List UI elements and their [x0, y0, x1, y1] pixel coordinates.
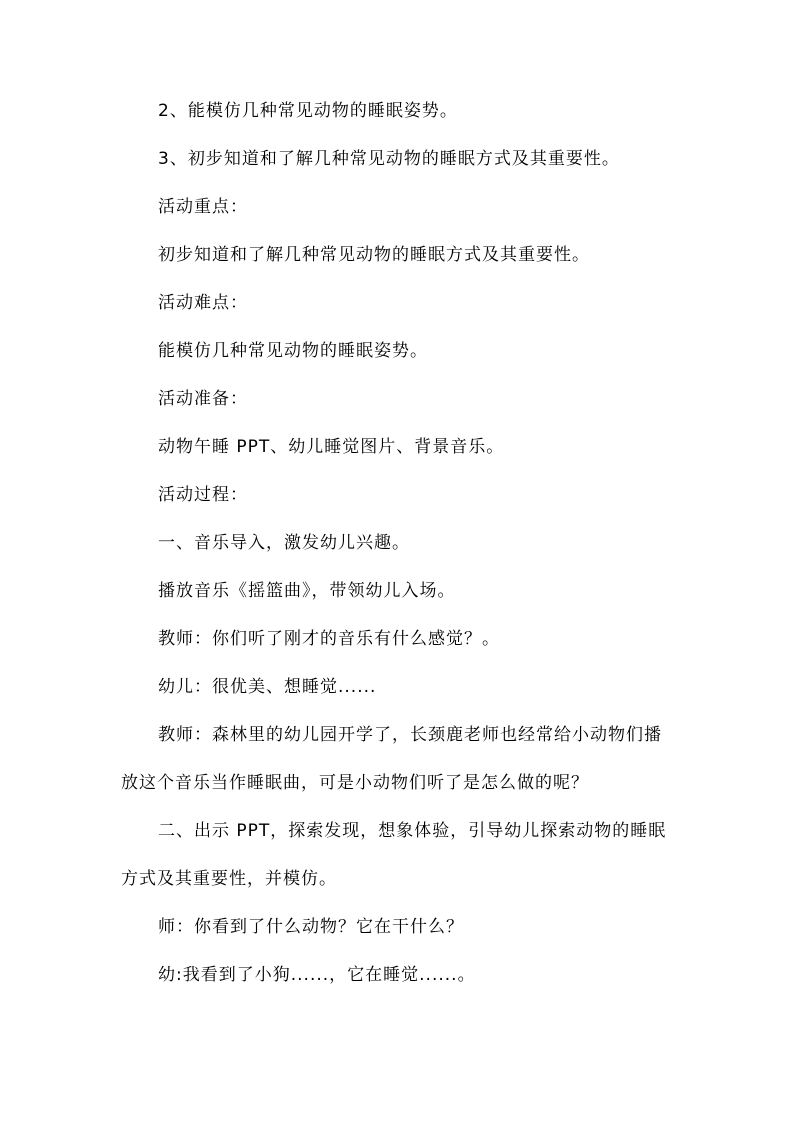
teacher-question-1: 教师：你们听了刚才的音乐有什么感觉？。 [158, 629, 500, 649]
child-answer-2: 幼:我看到了小狗......，它在睡觉......。 [158, 965, 476, 985]
heading-preparation: 活动准备： [158, 389, 248, 409]
child-answer-1: 幼儿：很优美、想睡觉...... [158, 677, 377, 697]
process-step-1: 一、音乐导入，激发幼儿兴趣。 [158, 533, 410, 553]
teacher-narration-b: 放这个音乐当作睡眠曲，可是小动物们听了是怎么做的呢？ [121, 773, 589, 793]
difficulties-text: 能模仿几种常见动物的睡眠姿势。 [158, 341, 428, 361]
process-step-2-a: 二、出示 PPT，探索发现，想象体验，引导幼儿探索动物的睡眠 [158, 821, 667, 841]
preparation-text: 动物午睡 PPT、幼儿睡觉图片、背景音乐。 [158, 437, 505, 457]
heading-difficulties: 活动难点： [158, 293, 248, 313]
objective-2: 2、能模仿几种常见动物的睡眠姿势。 [158, 101, 458, 121]
teacher-question-2: 师：你看到了什么动物？它在干什么？ [158, 917, 464, 937]
key-points-text: 初步知道和了解几种常见动物的睡眠方式及其重要性。 [158, 245, 590, 265]
heading-process: 活动过程： [158, 485, 248, 505]
objective-3: 3、初步知道和了解几种常见动物的睡眠方式及其重要性。 [158, 149, 620, 169]
teacher-narration-a: 教师：森林里的幼儿园开学了，长颈鹿老师也经常给小动物们播 [158, 725, 662, 745]
process-music-play: 播放音乐《摇篮曲》，带领幼儿入场。 [158, 581, 456, 601]
heading-key-points: 活动重点： [158, 197, 248, 217]
process-step-2-b: 方式及其重要性，并模仿。 [121, 869, 337, 889]
